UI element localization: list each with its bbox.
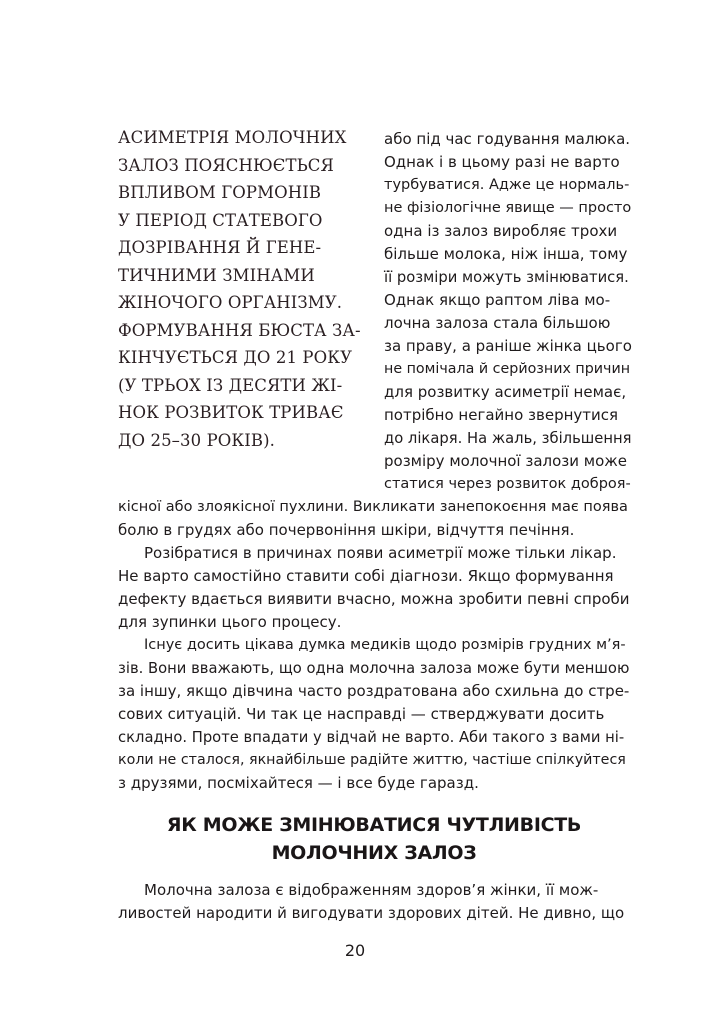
text-line: одна із залоз виробляє трохи bbox=[384, 222, 618, 240]
pull-quote-line: ДО 25–30 РОКІВ). bbox=[118, 430, 275, 450]
text-line: кісної або злоякісної пухлини. Викликати занепокоєння має поява bbox=[118, 499, 628, 515]
pull-quote-line: ВПЛИВОМ ГОРМОНІВ bbox=[118, 183, 322, 202]
heading-line: МОЛОЧНИХ ЗАЛОЗ bbox=[271, 842, 477, 864]
pull-quote-line: ЖІНОЧОГО ОРГАНІЗМУ. bbox=[118, 293, 343, 312]
pull-quote bbox=[118, 124, 380, 454]
text-line: не фізіологічне явище — просто bbox=[384, 200, 632, 216]
text-line: турбуватися. Адже це нормаль- bbox=[384, 177, 630, 193]
text-line: зів. Вони вважають, що одна молочна залоза може бути меншою bbox=[118, 660, 630, 677]
text-line: болю в грудях або почервоніння шкіри, відчуття печіння. bbox=[118, 521, 575, 539]
text-line: дефекту вдається виявити вчасно, можна зробити певні спроби bbox=[118, 590, 630, 608]
heading-line: ЯК МОЖЕ ЗМІНЮВАТИСЯ ЧУТЛИВІСТЬ bbox=[166, 814, 582, 836]
pull-quote-line: НОК РОЗВИТОК ТРИВАЄ bbox=[118, 403, 344, 422]
text-line: Однак якщо раптом ліва мо- bbox=[384, 291, 611, 309]
pull-quote-line: ТИЧНИМИ ЗМІНАМИ bbox=[118, 265, 315, 285]
text-line: з друзями, посміхайтеся — і все буде гаразд. bbox=[118, 774, 479, 792]
text-line: до лікаря. На жаль, збільшення bbox=[384, 430, 632, 447]
text-line: більше молока, ніж інша, тому bbox=[384, 245, 628, 263]
text-line: коли не сталося, якнайбільше радійте життю, частіше спілкуйтеся bbox=[118, 752, 626, 768]
text-line: або під час годування малюка. bbox=[384, 130, 631, 148]
text-line: для зупинки цього процесу. bbox=[118, 613, 342, 631]
text-line: Не варто самостійно ставити собі діагнози. Якщо формування bbox=[118, 567, 614, 585]
text-line: лочна залоза стала більшою bbox=[384, 314, 611, 332]
text-line: сових ситуацій. Чи так це насправді — стверджувати досить bbox=[118, 705, 605, 723]
text-line: не помічала й серйозних причин bbox=[384, 361, 631, 377]
page-number: 20 bbox=[344, 941, 366, 960]
text-line: статися через розвиток доброя- bbox=[384, 476, 631, 492]
text-line: складно. Проте впадати у відчай не варто. Аби такого з вами ні- bbox=[118, 729, 625, 746]
pull-quote-line: КІНЧУЄТЬСЯ ДО 21 РОКУ bbox=[118, 348, 353, 367]
text-line: за іншу, якщо дівчина часто роздратована або схильна до стре- bbox=[118, 682, 630, 700]
pull-quote-line: У ПЕРІОД СТАТЕВОГО bbox=[118, 210, 323, 230]
text-line: ливостей народити й вигодувати здорових дітей. Не дивно, що bbox=[118, 904, 625, 922]
text-line: Розібратися в причинах появи асиметрії може тільки лікар. bbox=[144, 544, 617, 562]
text-line: для розвитку асиметрії немає, bbox=[384, 383, 627, 401]
text-line: Існує досить цікава думка медиків щодо розмірів грудних м’я- bbox=[144, 637, 626, 653]
text-line: розміру молочної залози може bbox=[384, 452, 628, 470]
pull-quote-line: АСИМЕТРІЯ МОЛОЧНИХ bbox=[118, 128, 347, 147]
pull-quote-line: (У ТРЬОХ ІЗ ДЕСЯТИ ЖІ- bbox=[118, 375, 343, 395]
pull-quote-line: ФОРМУВАННЯ БЮСТА ЗА- bbox=[118, 320, 361, 340]
text-line: Молочна залоза є відображенням здоров’я жінки, її мож- bbox=[144, 881, 599, 899]
pull-quote-line: ДОЗРІВАННЯ Й ГЕНЕ- bbox=[118, 238, 322, 257]
text-line: Однак і в цьому разі не варто bbox=[384, 153, 620, 171]
text-line: за праву, а раніше жінка цього bbox=[384, 337, 632, 355]
text-line: потрібно негайно звернутися bbox=[384, 406, 619, 424]
text-line: її розміри можуть змінюватися. bbox=[384, 269, 629, 286]
pull-quote-line: ЗАЛОЗ ПОЯСНЮЄТЬСЯ bbox=[118, 155, 334, 175]
